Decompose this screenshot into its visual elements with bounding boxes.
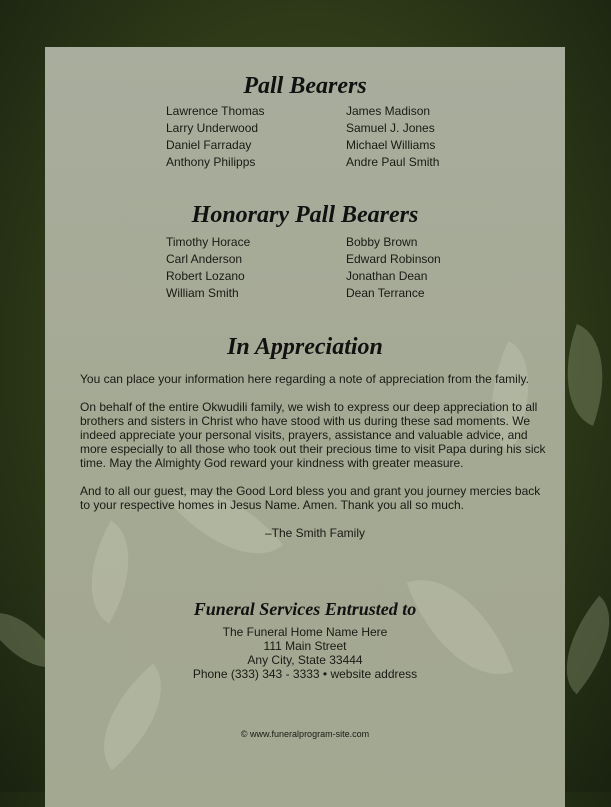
name: Timothy Horace <box>166 235 251 249</box>
funeral-services-heading: Funeral Services Entrusted to <box>193 599 417 619</box>
pall-bearers-right <box>346 103 439 171</box>
signature: –The Smith Family <box>264 526 366 540</box>
honorary-right <box>346 234 441 302</box>
paragraph: You can place your information here regarding a note of appreciation from the family. <box>80 372 529 386</box>
copyright: © www.funeralprogram-site.com <box>240 729 370 739</box>
name: Daniel Farraday <box>166 138 252 152</box>
name: Samuel J. Jones <box>346 121 435 135</box>
appreciation-text <box>80 372 550 554</box>
honorary-heading: Honorary Pall Bearers <box>191 202 419 228</box>
name: William Smith <box>166 286 239 300</box>
name: James Madison <box>346 104 431 118</box>
pall-bearers-left <box>166 103 265 171</box>
paragraph: And to all our guest, may the Good Lord bless you and grant you journey mercies back to your respective homes in Jesus Name. Amen. Thank you all so much. <box>80 484 541 512</box>
name: Robert Lozano <box>166 269 245 283</box>
funeral-home-address <box>45 625 565 681</box>
address-line: The Funeral Home Name Here <box>222 625 388 639</box>
name: Larry Underwood <box>166 121 259 135</box>
honorary-left <box>166 234 250 302</box>
name: Edward Robinson <box>346 252 441 266</box>
paragraph: On behalf of the entire Okwudili family, we wish to express our deep appreciation to all brothers and sisters in Christ who have stood with us during these sad moments. We indeed appreciate your personal visits, prayers, assistance and valuable advice, and more especially to all those who took out their precious time to visit Papa during his sick time. May the Almighty God reward your kindness with greater measure. <box>80 400 546 470</box>
name: Michael Williams <box>346 138 436 152</box>
name: Jonathan Dean <box>346 269 428 283</box>
name: Dean Terrance <box>346 286 425 300</box>
name: Andre Paul Smith <box>346 155 440 169</box>
name: Lawrence Thomas <box>166 104 265 118</box>
program-page <box>45 47 565 807</box>
name: Anthony Philipps <box>166 155 256 169</box>
address-line: 111 Main Street <box>263 639 347 653</box>
address-line: Phone (333) 343 - 3333 • website address <box>192 667 418 681</box>
name: Bobby Brown <box>346 235 418 249</box>
address-line: Any City, State 33444 <box>247 653 363 667</box>
appreciation-heading: In Appreciation <box>227 334 383 360</box>
pall-bearers-heading: Pall Bearers <box>243 73 367 99</box>
name: Carl Anderson <box>166 252 243 266</box>
